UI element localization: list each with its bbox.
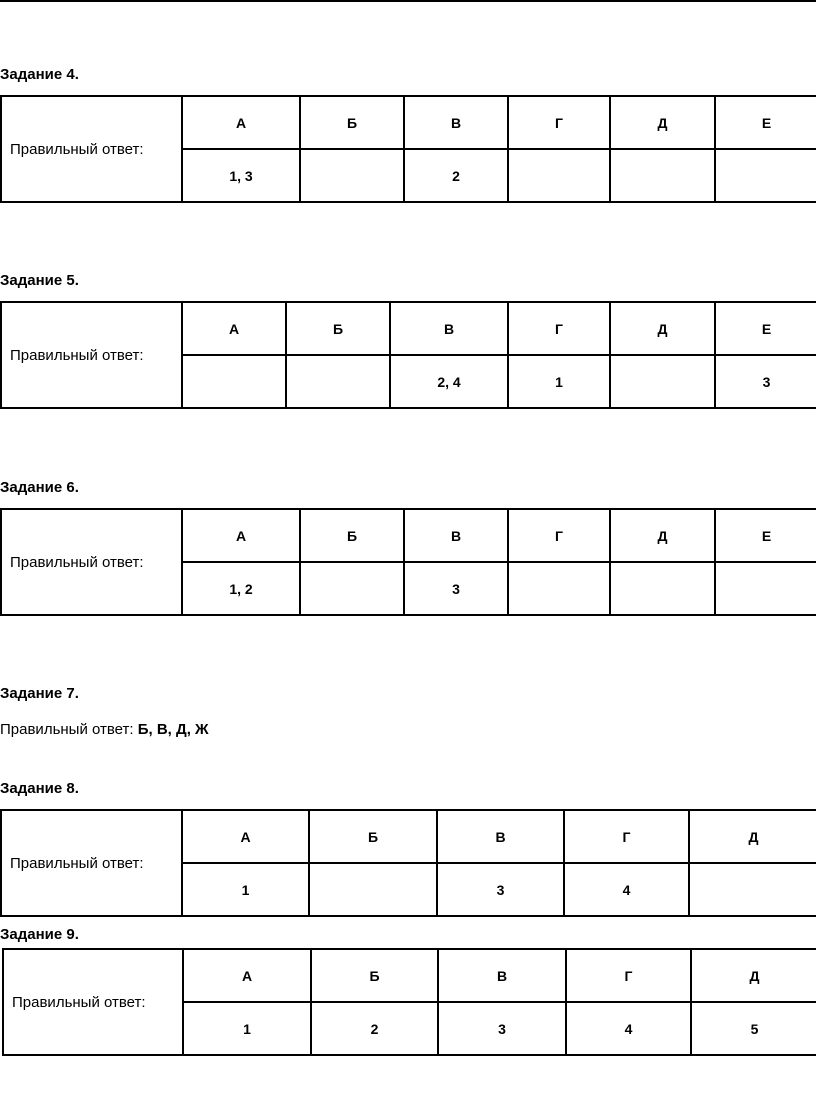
answer-cell: 3	[404, 562, 508, 615]
answer-label: Правильный ответ:	[1, 810, 182, 916]
top-rule	[0, 0, 816, 2]
answer-cell	[309, 863, 437, 916]
task-4-title: Задание 4.	[0, 66, 79, 83]
column-header: Г	[564, 810, 689, 863]
column-header: Е	[715, 96, 816, 149]
answer-cell: 3	[437, 863, 564, 916]
answer-cell: 1	[508, 355, 610, 408]
answer-cell	[689, 863, 816, 916]
answer-label: Правильный ответ:	[0, 721, 134, 738]
column-header: Б	[300, 509, 404, 562]
answer-cell	[182, 355, 286, 408]
task-7-title: Задание 7.	[0, 685, 79, 702]
answer-cell	[610, 355, 715, 408]
answer-cell: 4	[564, 863, 689, 916]
column-header: Е	[715, 509, 816, 562]
task-8-title: Задание 8.	[0, 780, 79, 797]
answer-cell: 2	[404, 149, 508, 202]
task-5-answer-table	[0, 301, 816, 409]
column-header: Г	[508, 302, 610, 355]
answer-cell: 3	[438, 1002, 566, 1055]
column-header: В	[438, 949, 566, 1002]
answer-cell: 1	[182, 863, 309, 916]
answer-cell: 2	[311, 1002, 438, 1055]
column-header: Д	[610, 509, 715, 562]
task-9-title: Задание 9.	[0, 926, 79, 943]
answer-cell: 1	[183, 1002, 311, 1055]
task-8-answer-table	[0, 809, 816, 917]
answer-cell	[300, 562, 404, 615]
column-header: В	[437, 810, 564, 863]
column-header: Б	[300, 96, 404, 149]
task-9-answer-table	[2, 948, 816, 1056]
answer-cell	[286, 355, 390, 408]
answer-label: Правильный ответ:	[1, 302, 182, 408]
answer-cell	[300, 149, 404, 202]
answer-cell	[715, 149, 816, 202]
task-6-title: Задание 6.	[0, 479, 79, 496]
column-header: Б	[311, 949, 438, 1002]
column-header: В	[404, 509, 508, 562]
task-5-title: Задание 5.	[0, 272, 79, 289]
column-header: В	[404, 96, 508, 149]
column-header: Б	[309, 810, 437, 863]
answer-label: Правильный ответ:	[1, 96, 182, 202]
task-6-answer-table	[0, 508, 816, 616]
column-header: А	[182, 509, 300, 562]
column-header: Е	[715, 302, 816, 355]
column-header: А	[182, 96, 300, 149]
column-header: Д	[610, 96, 715, 149]
answer-cell	[508, 149, 610, 202]
answer-cell	[610, 149, 715, 202]
column-header: А	[183, 949, 311, 1002]
column-header: Д	[691, 949, 816, 1002]
column-header: Г	[508, 509, 610, 562]
answer-cell: 1, 2	[182, 562, 300, 615]
answer-cell	[508, 562, 610, 615]
task-7-answer: Б, В, Д, Ж	[137, 721, 209, 738]
answer-label: Правильный ответ:	[3, 949, 183, 1055]
column-header: А	[182, 810, 309, 863]
answer-cell	[715, 562, 816, 615]
task-4-answer-table	[0, 95, 816, 203]
answer-cell	[610, 562, 715, 615]
task-7-answer-line	[0, 721, 209, 739]
column-header: Д	[610, 302, 715, 355]
answer-label: Правильный ответ:	[1, 509, 182, 615]
column-header: Г	[566, 949, 691, 1002]
column-header: Г	[508, 96, 610, 149]
answer-cell: 1, 3	[182, 149, 300, 202]
column-header: Б	[286, 302, 390, 355]
column-header: В	[390, 302, 508, 355]
answer-cell: 4	[566, 1002, 691, 1055]
answer-cell: 2, 4	[390, 355, 508, 408]
answer-cell: 3	[715, 355, 816, 408]
answer-cell: 5	[691, 1002, 816, 1055]
column-header: А	[182, 302, 286, 355]
column-header: Д	[689, 810, 816, 863]
